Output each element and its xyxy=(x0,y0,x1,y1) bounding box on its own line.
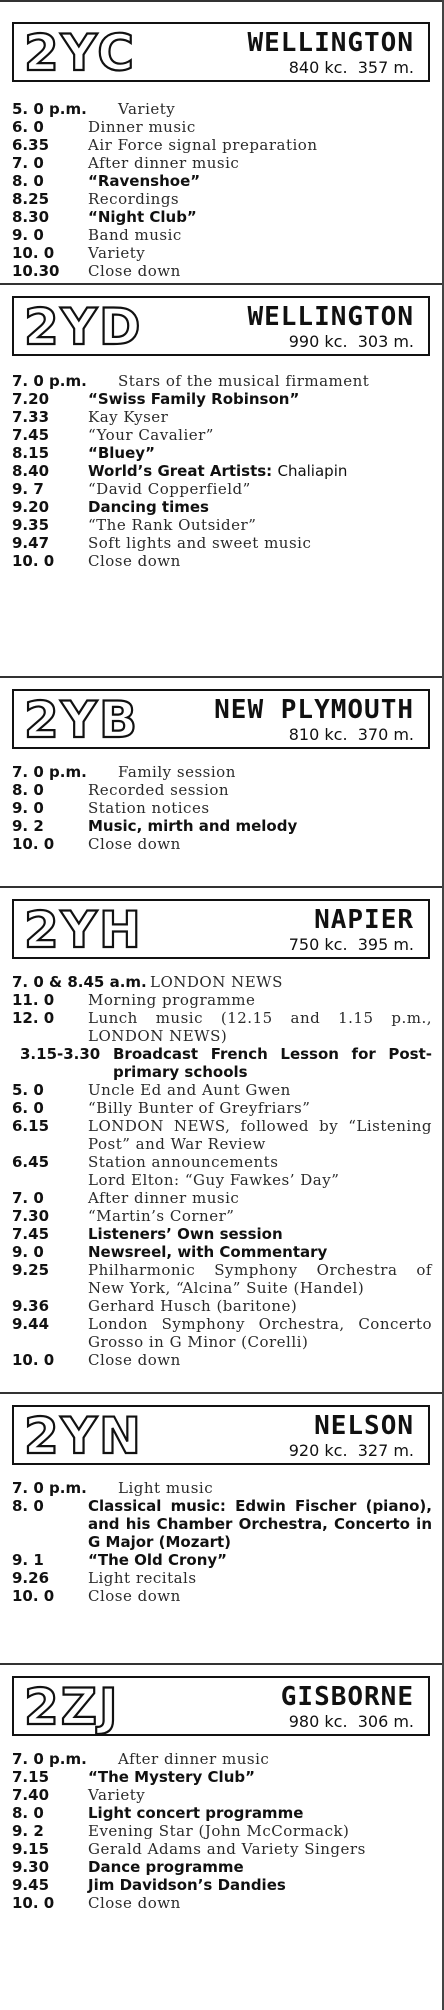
programme-title: Variety xyxy=(118,100,176,118)
section-divider xyxy=(0,1392,442,1394)
programme-time: 7. 0 xyxy=(12,763,44,781)
programme-title: Close down xyxy=(88,262,181,280)
programme-row xyxy=(0,1750,442,1768)
programme-row xyxy=(0,190,442,208)
station-city: NAPIER xyxy=(314,905,414,935)
programme-time: 5. 0 xyxy=(12,1081,44,1099)
station-city: NELSON xyxy=(314,1411,414,1441)
station-city: NEW PLYMOUTH xyxy=(214,695,414,725)
station-header xyxy=(12,22,430,82)
programme-time: 9.30 xyxy=(12,1858,50,1876)
programme-title: Close down xyxy=(88,835,181,853)
programme-time-suffix: p.m. xyxy=(49,372,87,390)
programme-title: Variety xyxy=(88,244,146,262)
programme-row xyxy=(0,262,442,280)
programme-time: 9.47 xyxy=(12,534,50,552)
programme-time: 11. 0 xyxy=(12,991,55,1009)
programme-time: 9. 0 xyxy=(12,1243,44,1261)
programme-title: Evening Star (John McCormack) xyxy=(88,1822,350,1840)
programme-title: “The Rank Outsider” xyxy=(88,516,257,534)
programme-title: World’s Great Artists: Chaliapin xyxy=(88,462,348,480)
programme-time: 9.35 xyxy=(12,516,50,534)
programme-title: Gerald Adams and Variety Singers xyxy=(88,1840,366,1858)
programme-time: 9. 2 xyxy=(12,1822,44,1840)
programme-row xyxy=(0,100,442,118)
programme-time: 9. 7 xyxy=(12,480,44,498)
programme-row xyxy=(0,1099,442,1117)
programme-time: 9.15 xyxy=(12,1840,50,1858)
programme-title: Lunch music (12.15 and 1.15 p.m., LONDON NEWS) xyxy=(88,1009,432,1045)
programme-time: 10. 0 xyxy=(12,244,55,262)
programme-title: Light concert programme xyxy=(88,1804,304,1822)
programme-time: 12. 0 xyxy=(12,1009,55,1027)
programme-row xyxy=(0,118,442,136)
programme-time-suffix: p.m. xyxy=(49,1479,87,1497)
station-callsign: 2YC xyxy=(24,24,136,82)
station-header xyxy=(12,296,430,356)
programme-time: 6.45 xyxy=(12,1153,50,1171)
programme-title: Station notices xyxy=(88,799,210,817)
programme-time: 7. 0 xyxy=(12,1189,44,1207)
programme-time: 3.15-3.30 xyxy=(20,1045,101,1063)
programme-time: 10. 0 xyxy=(12,1894,55,1912)
programme-title: Light recitals xyxy=(88,1569,197,1587)
programme-time: 9. 1 xyxy=(12,1551,44,1569)
programme-row xyxy=(0,1569,442,1587)
programme-row xyxy=(0,1081,442,1099)
programme-time: 9.45 xyxy=(12,1876,50,1894)
programme-row xyxy=(0,244,442,262)
programme-time: 8.15 xyxy=(12,444,50,462)
programme-row xyxy=(0,462,442,480)
programme-time: 7.15 xyxy=(12,1768,50,1786)
programme-title: Newsreel, with Commentary xyxy=(88,1243,328,1261)
programme-row xyxy=(0,1768,442,1786)
programme-row xyxy=(0,372,442,390)
programme-time: 7. 0 xyxy=(12,1750,44,1768)
programme-title: Close down xyxy=(88,1587,181,1605)
station-header xyxy=(12,1405,430,1465)
programme-time: 9.44 xyxy=(12,1315,50,1333)
programme-row xyxy=(0,1243,442,1261)
station-callsign: 2YD xyxy=(24,298,143,356)
programme-title: Uncle Ed and Aunt Gwen xyxy=(88,1081,291,1099)
programme-time: 7.20 xyxy=(12,390,50,408)
programme-time: 10.30 xyxy=(12,262,60,280)
programme-time: 7. 0 xyxy=(12,372,44,390)
programme-row xyxy=(0,1009,442,1045)
programme-time-suffix: p.m. xyxy=(49,100,87,118)
programme-row xyxy=(0,136,442,154)
programme-title: “Swiss Family Robinson” xyxy=(88,390,300,408)
programme-row xyxy=(0,763,442,781)
programme-title: Air Force signal preparation xyxy=(88,136,318,154)
programme-time: 9.26 xyxy=(12,1569,50,1587)
programme-title: After dinner music xyxy=(118,1750,270,1768)
station-header xyxy=(12,1676,430,1736)
programme-row xyxy=(0,1207,442,1225)
programme-row xyxy=(0,1171,442,1189)
programme-row xyxy=(0,552,442,570)
programme-row xyxy=(0,835,442,853)
programme-time: 8.30 xyxy=(12,208,50,226)
programme-row xyxy=(0,1786,442,1804)
programme-title: “Night Club” xyxy=(88,208,197,226)
programme-row xyxy=(0,534,442,552)
programme-title: After dinner music xyxy=(88,1189,240,1207)
programme-row xyxy=(0,1225,442,1243)
station-callsign: 2ZJ xyxy=(24,1678,120,1736)
programme-row xyxy=(0,1840,442,1858)
programme-time: 9.36 xyxy=(12,1297,50,1315)
programme-row xyxy=(0,226,442,244)
station-frequency: 840 kc. 357 m. xyxy=(288,58,414,77)
programme-title: Dance programme xyxy=(88,1858,244,1876)
programme-time: 6.35 xyxy=(12,136,50,154)
programme-title: “Bluey” xyxy=(88,444,155,462)
programme-row xyxy=(0,1479,442,1497)
programme-row xyxy=(0,799,442,817)
programme-title: Jim Davidson’s Dandies xyxy=(88,1876,286,1894)
programme-time: 9.20 xyxy=(12,498,50,516)
programme-time: 9. 0 xyxy=(12,799,44,817)
programme-time: 7.45 xyxy=(12,426,50,444)
programme-time: 7. 0 xyxy=(12,154,44,172)
programme-row xyxy=(0,154,442,172)
programme-time: 8. 0 xyxy=(12,1804,44,1822)
programme-title: Family session xyxy=(118,763,236,781)
programme-row xyxy=(0,480,442,498)
programme-time: 9. 2 xyxy=(12,817,44,835)
programme-title: Soft lights and sweet music xyxy=(88,534,312,552)
programme-title: Music, mirth and melody xyxy=(88,817,298,835)
programme-title: Station announcements xyxy=(88,1153,279,1171)
programme-row xyxy=(0,516,442,534)
programme-title: Morning programme xyxy=(88,991,256,1009)
programme-title: Gerhard Husch (baritone) xyxy=(88,1297,298,1315)
programme-time: 8. 0 xyxy=(12,172,44,190)
programme-row xyxy=(0,1587,442,1605)
programme-row xyxy=(0,390,442,408)
programme-title: Close down xyxy=(88,1894,181,1912)
programme-title: “The Old Crony” xyxy=(88,1551,228,1569)
programme-time: 10. 0 xyxy=(12,1351,55,1369)
programme-time: 5. 0 xyxy=(12,100,44,118)
programme-title: “Ravenshoe” xyxy=(88,172,201,190)
programme-row xyxy=(0,1045,442,1081)
programme-row xyxy=(0,1315,442,1351)
programme-row xyxy=(0,426,442,444)
programme-row xyxy=(0,1189,442,1207)
programme-time: 10. 0 xyxy=(12,552,55,570)
programme-row xyxy=(0,1804,442,1822)
programme-time: 7. 0 & 8.45 xyxy=(12,973,105,991)
programme-time: 9. 0 xyxy=(12,226,44,244)
programme-row xyxy=(0,408,442,426)
programme-row xyxy=(0,1551,442,1569)
programme-title: Close down xyxy=(88,1351,181,1369)
programme-title: Classical music: Edwin Fischer (piano), and his Chamber Orchestra, Concerto in G Major (Mozart) xyxy=(88,1497,432,1551)
programme-row xyxy=(0,991,442,1009)
programme-time: 10. 0 xyxy=(12,1587,55,1605)
station-header xyxy=(12,899,430,959)
programme-row xyxy=(0,172,442,190)
station-callsign: 2YB xyxy=(24,691,140,749)
programme-row xyxy=(0,973,442,991)
top-rule xyxy=(0,0,442,2)
programme-time: 6. 0 xyxy=(12,1099,44,1117)
station-callsign: 2YN xyxy=(24,1407,143,1465)
programme-row xyxy=(0,498,442,516)
programme-list xyxy=(0,100,442,280)
programme-time: 7.40 xyxy=(12,1786,50,1804)
programme-row xyxy=(0,1153,442,1171)
programme-title: Lord Elton: “Guy Fawkes’ Day” xyxy=(88,1171,340,1189)
programme-title: “Billy Bunter of Greyfriars” xyxy=(88,1099,311,1117)
programme-row xyxy=(0,208,442,226)
station-city: GISBORNE xyxy=(280,1682,414,1712)
programme-title: London Symphony Orchestra, Concerto Grosso in G Minor (Corelli) xyxy=(88,1315,432,1351)
programme-list xyxy=(0,372,442,570)
programme-title: Dancing times xyxy=(88,498,209,516)
programme-title: Light music xyxy=(118,1479,214,1497)
programme-list xyxy=(0,1750,442,1912)
programme-time: 9.25 xyxy=(12,1261,50,1279)
programme-title: Dinner music xyxy=(88,118,196,136)
station-city: WELLINGTON xyxy=(247,302,414,332)
programme-row xyxy=(0,1876,442,1894)
programme-row xyxy=(0,1497,442,1551)
programme-time-suffix: p.m. xyxy=(49,763,87,781)
programme-title: “Your Cavalier” xyxy=(88,426,214,444)
programme-list xyxy=(0,763,442,853)
programme-title: Band music xyxy=(88,226,182,244)
programme-time-suffix: p.m. xyxy=(49,1750,87,1768)
programme-title: LONDON NEWS, followed by “Listening Post” and War Review xyxy=(88,1117,432,1153)
programme-time: 6. 0 xyxy=(12,118,44,136)
programme-title: “The Mystery Club” xyxy=(88,1768,255,1786)
programme-title: “David Copperfield” xyxy=(88,480,251,498)
station-city: WELLINGTON xyxy=(247,28,414,58)
programme-row xyxy=(0,444,442,462)
programme-time: 7.33 xyxy=(12,408,50,426)
programme-time: 8.40 xyxy=(12,462,50,480)
programme-title: Listeners’ Own session xyxy=(88,1225,283,1243)
programme-time-suffix: a.m. xyxy=(109,973,147,991)
programme-time: 8. 0 xyxy=(12,781,44,799)
section-divider xyxy=(0,283,442,285)
station-frequency: 990 kc. 303 m. xyxy=(288,332,414,351)
programme-time: 8.25 xyxy=(12,190,50,208)
programme-time: 7. 0 xyxy=(12,1479,44,1497)
station-callsign: 2YH xyxy=(24,901,143,959)
section-divider xyxy=(0,886,442,888)
programme-row xyxy=(0,781,442,799)
programme-title: Broadcast French Lesson for Post-primary schools xyxy=(113,1045,432,1081)
programme-time: 7.30 xyxy=(12,1207,50,1225)
programme-row xyxy=(0,1297,442,1315)
station-frequency: 750 kc. 395 m. xyxy=(288,935,414,954)
programme-time: 6.15 xyxy=(12,1117,50,1135)
programme-title: Stars of the musical firmament xyxy=(118,372,370,390)
programme-title: Recordings xyxy=(88,190,180,208)
programme-title: LONDON NEWS xyxy=(150,973,283,991)
programme-row xyxy=(0,817,442,835)
programme-list xyxy=(0,973,442,1369)
programme-row xyxy=(0,1261,442,1297)
programme-title: Philharmonic Symphony Orchestra of New York, “Alcina” Suite (Handel) xyxy=(88,1261,432,1297)
section-divider xyxy=(0,676,442,678)
programme-title: Kay Kyser xyxy=(88,408,169,426)
programme-title: After dinner music xyxy=(88,154,240,172)
station-frequency: 920 kc. 327 m. xyxy=(288,1441,414,1460)
station-frequency: 980 kc. 306 m. xyxy=(288,1712,414,1731)
programme-list xyxy=(0,1479,442,1605)
programme-title: Recorded session xyxy=(88,781,230,799)
programme-title: Close down xyxy=(88,552,181,570)
station-frequency: 810 kc. 370 m. xyxy=(288,725,414,744)
programme-row xyxy=(0,1858,442,1876)
programme-time: 8. 0 xyxy=(12,1497,44,1515)
programme-time: 10. 0 xyxy=(12,835,55,853)
station-header xyxy=(12,689,430,749)
section-divider xyxy=(0,1663,442,1665)
programme-row xyxy=(0,1822,442,1840)
programme-row xyxy=(0,1351,442,1369)
programme-title: “Martin’s Corner” xyxy=(88,1207,235,1225)
programme-row xyxy=(0,1117,442,1153)
programme-title: Variety xyxy=(88,1786,146,1804)
programme-row xyxy=(0,1894,442,1912)
programme-time: 7.45 xyxy=(12,1225,50,1243)
